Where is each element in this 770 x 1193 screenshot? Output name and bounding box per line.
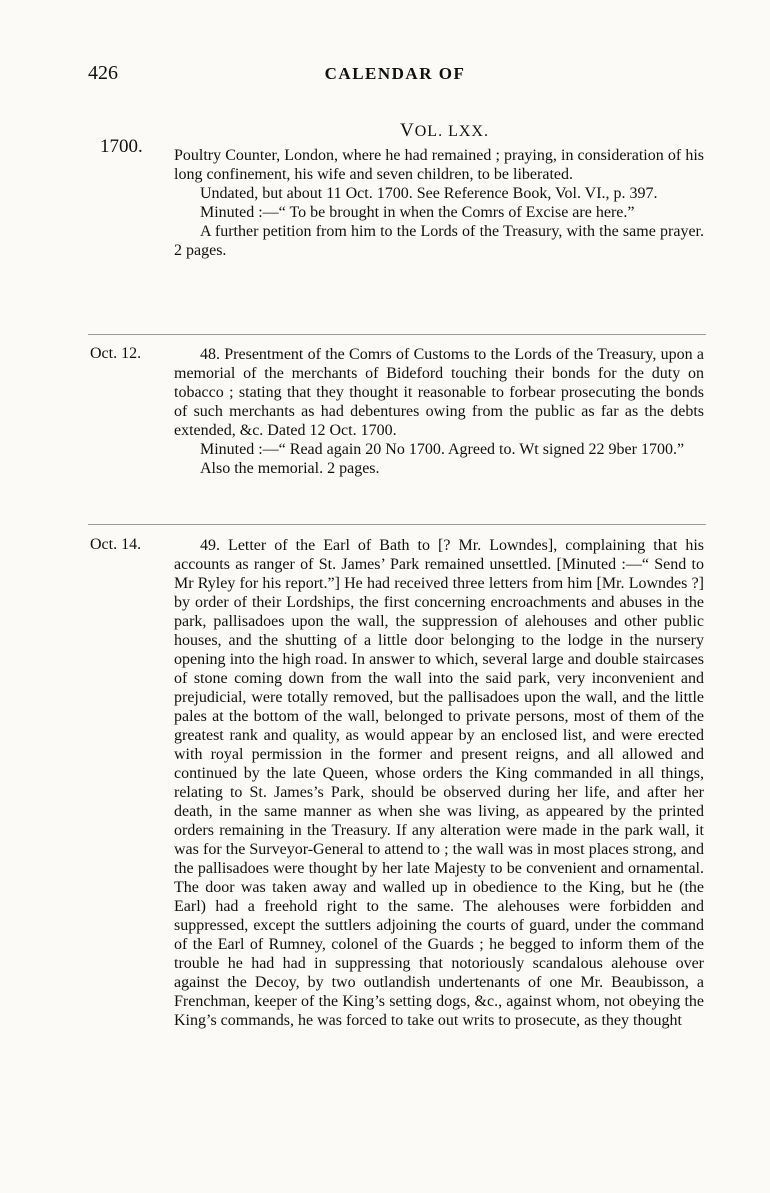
- volume-heading-initial: V: [400, 120, 415, 141]
- entry-48: [174, 345, 704, 478]
- volume-heading: [400, 120, 489, 142]
- entry-continued: [174, 146, 704, 260]
- page-number: 426: [88, 62, 118, 84]
- entry-divider: [88, 334, 706, 335]
- running-title: CALENDAR OF: [324, 64, 466, 83]
- entry-48-minuted: Minuted :—“ Read again 20 No 1700. Agreed to. Wt signed 22 9ber 1700.”: [200, 441, 685, 458]
- entry-continued-undated: Undated, but about 11 Oct. 1700. See Reference Book, Vol. VI., p. 397.: [200, 185, 658, 202]
- entry-49-text: 49. Letter of the Earl of Bath to [? Mr. Lowndes], complaining that his accounts as ranger of St. James’ Park remained unsettled. [Minuted :—“ Send to Mr Ryley for his report.”] He had received three letters from him [Mr. Lowndes ?] by order of their Lordships, the first concerning encroachments and abuses in the park, pallisadoes upon the wall, the suppression of alehouses and other public houses, and the shutting of a little door belonging to the lodge in the nursery opening into the high road. In answer to which, several large and double staircases of stone coming down from the wall into the said park, very inconvenient and prejudicial, were totally removed, but the pallisadoes upon the wall, and the little pales at the bottom of the wall, belonged to private persons, most of them of the greatest rank and quality, as would appear by an enclosed list, and were erected with royal permission in the former and present reigns, and all allowed and continued by the late Queen, whose orders the King commanded in all things, relating to St. James’s Park, should be observed during her life, and after her death, in the same manner as when she was living, as appeared by the printed orders remaining in the Treasury. If any alteration were made in the park wall, it was for the Surveyor-General to attend to ; the wall was in most places strong, and the pallisadoes were thought by her late Majesty to be convenient and ornamental. The door was taken away and walled up in obedience to the King, but he (the Earl) had a freehold right to the same. The alehouses were forbidden and suppressed, except the suttlers adjoining the courts of guard, under the command of the Earl of Rumney, colonel of the Guards ; he begged to inform them of the trouble he had had in suppressing that notoriously scandalous alehouse over against the Decoy, by two outlandish undertenants of one Mr. Beaubisson, a Frenchman, keeper of the King’s setting dogs, &c., against whom, not obeying the King’s commands, he was forced to take out writs to prosecute, as they thought: [174, 537, 704, 1029]
- page-header: [88, 62, 702, 92]
- entry-49: [174, 536, 704, 1030]
- entry-divider: [88, 524, 706, 525]
- margin-date-entry-49: Oct. 14.: [90, 536, 142, 553]
- entry-48-also: Also the memorial. 2 pages.: [200, 460, 380, 477]
- margin-date-entry-48: Oct. 12.: [90, 345, 142, 362]
- entry-continued-minuted: Minuted :—“ To be brought in when the Comrs of Excise are here.”: [200, 204, 635, 221]
- entry-continued-further: A further petition from him to the Lords of the Treasury, with the same prayer. 2 pages.: [174, 223, 704, 259]
- volume-heading-rest: OL. LXX.: [414, 123, 489, 140]
- entry-continued-text: Poultry Counter, London, where he had remained ; praying, in consideration of his long confinement, his wife and seven children, to be liberated.: [174, 147, 704, 183]
- entry-48-text: 48. Presentment of the Comrs of Customs to the Lords of the Treasury, upon a memorial of the merchants of Bideford touching their bonds for the duty on tobacco ; stating that they thought it reasonable to forbear prosecuting the bonds of such merchants as had debentures owing from the public as far as the debts extended, &c. Dated 12 Oct. 1700.: [174, 346, 704, 439]
- margin-year: 1700.: [100, 136, 143, 157]
